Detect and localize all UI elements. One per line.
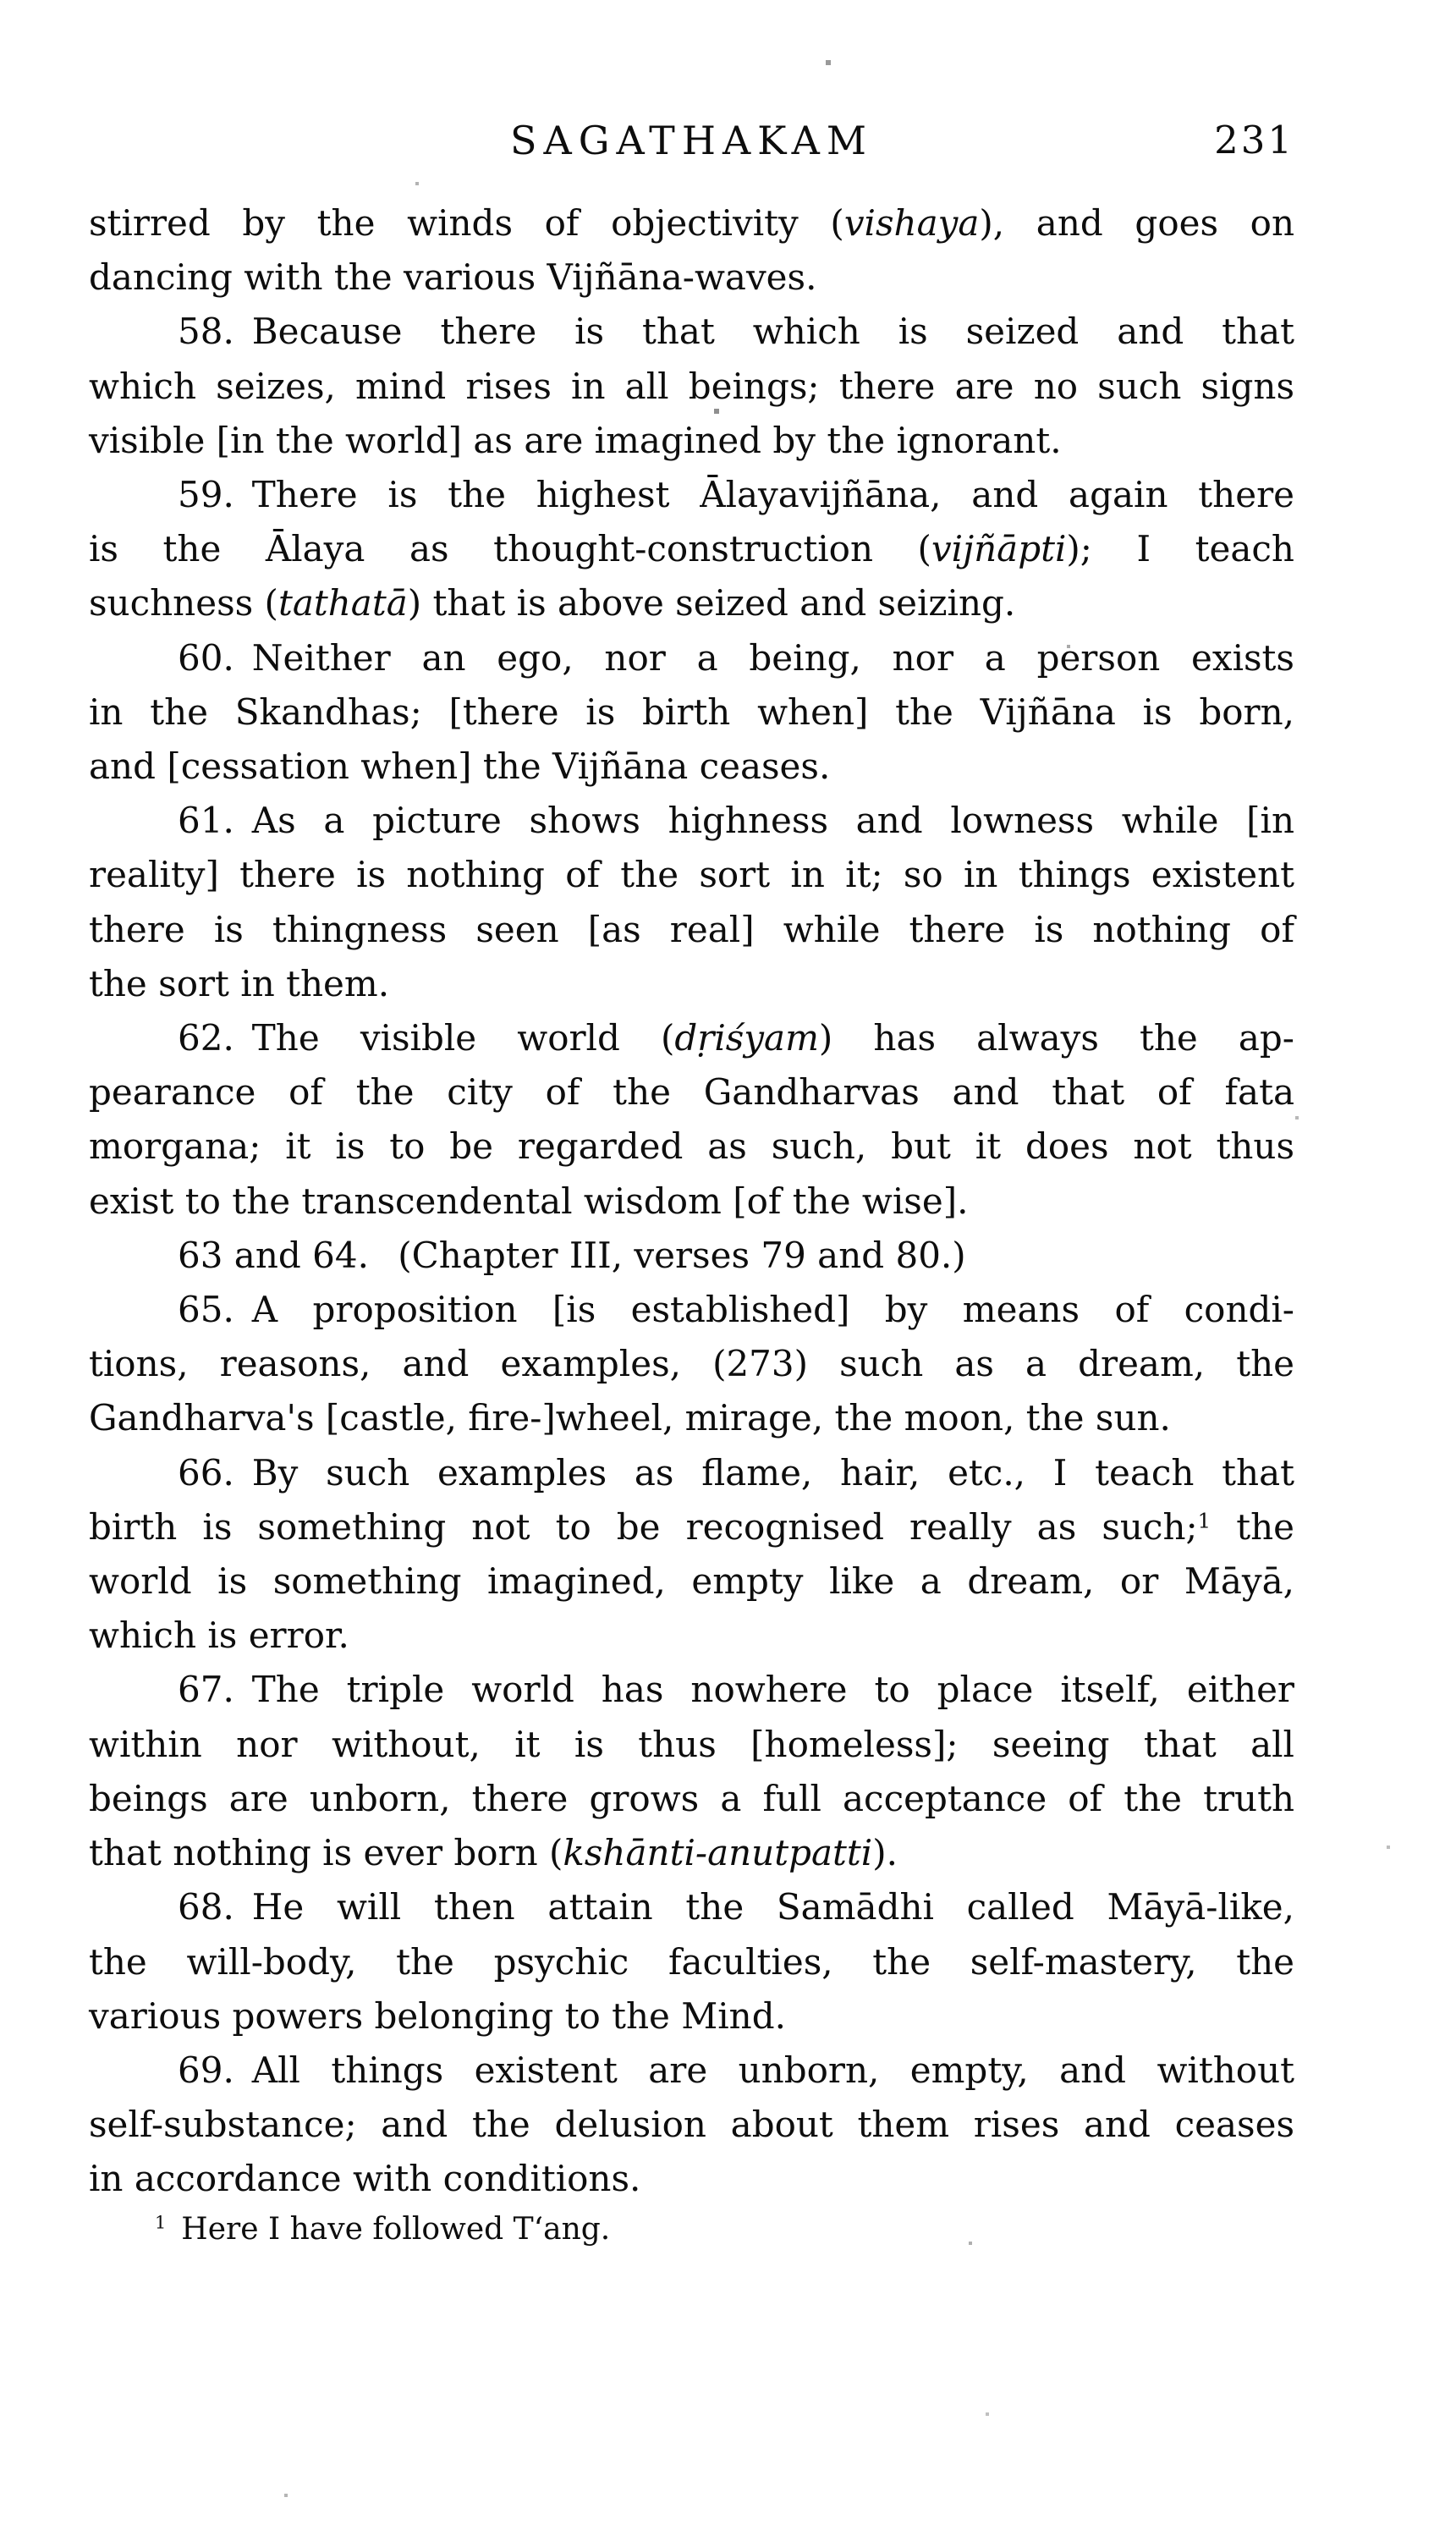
text-line [89,1446,1294,1500]
text-line [89,1011,1294,1065]
text-line [89,2152,1294,2206]
text-segment: there is thingness seen [as real] while there is nothing of [89,908,1294,950]
text-segment: stirred by the winds of objectivity ( [89,202,844,244]
text-segment: visible [in the world] as are imagined by the ignorant. [89,419,1062,461]
text-line [89,468,1294,522]
text-segment: and [cessation when] the Vijñāna ceases. [89,745,831,788]
text-line [89,1500,1294,1554]
text-line [89,1554,1294,1609]
paragraph [89,1880,1294,2044]
text-segment: in the Skandhas; [there is birth when] the Vijñāna is born, [89,690,1294,733]
text-segment: dancing with the various Vijñāna-waves. [89,256,817,299]
text-segment: the sort in them. [89,962,390,1004]
text-segment: tions, reasons, and examples, (273) such as a dream, the [89,1343,1294,1385]
paragraph [89,794,1294,1011]
paragraph [89,1663,1294,1880]
paragraph [89,1446,1294,1664]
italic-term: tathatā [277,582,408,624]
text-line [89,1880,1294,1934]
text-segment: various powers belonging to the Mind. [89,1994,786,2037]
footnote-reference: 1 [155,2212,167,2233]
italic-term: vijñāpti [931,528,1067,570]
text-line [89,903,1294,957]
text-segment: ); I teach [1066,528,1294,570]
italic-term: dṛiśyam [674,1017,819,1059]
text-segment: 63 and 64. (Chapter III, verses 79 and 80.) [178,1234,966,1276]
text-line [89,576,1294,630]
paragraph [89,305,1294,468]
text-line [89,2207,1294,2261]
text-segment: 68. He will then attain the Samādhi called Māyā-like, [178,1886,1294,1928]
text-line [89,1229,1294,1283]
italic-term: kshānti-anutpatti [563,1832,873,1874]
text-line [89,1174,1294,1229]
text-line [89,1391,1294,1445]
text-segment: 61. As a picture shows highness and lowness while [in [178,800,1294,842]
text-line [89,740,1294,794]
text-line [89,1065,1294,1119]
page-header [89,117,1294,164]
text-segment: ). [872,1832,898,1874]
text-segment: 58. Because there is that which is seized and that [178,311,1294,353]
text-line [89,631,1294,685]
text-segment: reality] there is nothing of the sort in it; so in things existent [89,854,1294,896]
text-segment: Here I have followed T‘ang. [166,2212,611,2247]
text-segment: self-substance; and the delusion about them rises and ceases [89,2104,1294,2146]
text-segment: birth is something not to be recognised really as such; [89,1505,1198,1548]
text-segment: ) that is above seized and seizing. [407,582,1016,624]
text-line [89,794,1294,848]
scan-specks [0,0,2,2]
text-line [89,1337,1294,1391]
text-line [89,1826,1294,1880]
text-line [89,360,1294,414]
text-line [89,1772,1294,1826]
paragraph [89,1011,1294,1229]
text-segment: in accordance with conditions. [89,2158,641,2200]
text-segment: the will-body, the psychic faculties, the self-mastery, the [89,1940,1294,1983]
text-line [89,305,1294,359]
text-segment: world is something imagined, empty like a dream, or Māyā, [89,1560,1294,1603]
running-title: SAGATHAKAM [509,118,874,163]
text-line [89,196,1294,250]
text-segment: which is error. [89,1615,349,1657]
text-segment: within nor without, it is thus [homeless]; seeing that all [89,1723,1294,1765]
text-line [89,1989,1294,2044]
text-segment: 69. All things existent are unborn, empty, and without [178,2049,1294,2091]
footnote-reference: 1 [1197,1508,1212,1533]
text-segment: beings are unborn, there grows a full acceptance of the truth [89,1777,1294,1819]
paragraph [89,631,1294,795]
footnote [89,2207,1294,2261]
text-segment: 65. A proposition [is established] by means of condi- [178,1289,1294,1331]
text-line [89,1283,1294,1337]
text-segment: pearance of the city of the Gandharvas and that of fata [89,1071,1294,1114]
paragraph [89,196,1294,305]
text-segment: that nothing is ever born ( [89,1832,563,1874]
text-segment: 67. The triple world has nowhere to place itself, either [178,1669,1294,1711]
text-line [89,957,1294,1011]
text-line [89,685,1294,740]
text-segment: ), and goes on [979,202,1294,244]
page-number: 231 [1214,118,1294,162]
text-segment: morgana; it is to be regarded as such, but it does not thus [89,1125,1294,1168]
text-segment: 60. Neither an ego, nor a being, nor a person exists [178,636,1294,679]
text-line [89,1609,1294,1663]
paragraph [89,468,1294,631]
paragraph [89,2044,1294,2207]
text-line [89,1663,1294,1717]
text-line [89,1119,1294,1174]
text-line [89,2044,1294,2098]
text-segment: which seizes, mind rises in all beings; there are no such signs [89,365,1294,407]
paragraph [89,1229,1294,1283]
paragraph [89,1283,1294,1446]
text-line [89,250,1294,305]
text-block [89,196,1294,2207]
text-segment: 62. The visible world ( [178,1017,675,1059]
text-line [89,414,1294,468]
text-line [89,1935,1294,1989]
text-segment: 66. By such examples as flame, hair, etc., I teach that [178,1451,1294,1494]
text-line [89,522,1294,576]
text-segment: exist to the transcendental wisdom [of the wise]. [89,1180,969,1222]
text-segment: 59. There is the highest Ālayavijñāna, and again there [178,474,1294,516]
text-line [89,848,1294,902]
text-segment: ) has always the ap- [818,1017,1294,1059]
text-segment: Gandharva's [castle, fire-]wheel, mirage, the moon, the sun. [89,1397,1171,1439]
text-line [89,1718,1294,1772]
italic-term: vishaya [843,202,980,244]
text-segment: is the Ālaya as thought-construction ( [89,528,931,570]
text-line [89,2098,1294,2152]
text-segment: suchness ( [89,582,278,624]
text-segment: the [1211,1505,1294,1548]
